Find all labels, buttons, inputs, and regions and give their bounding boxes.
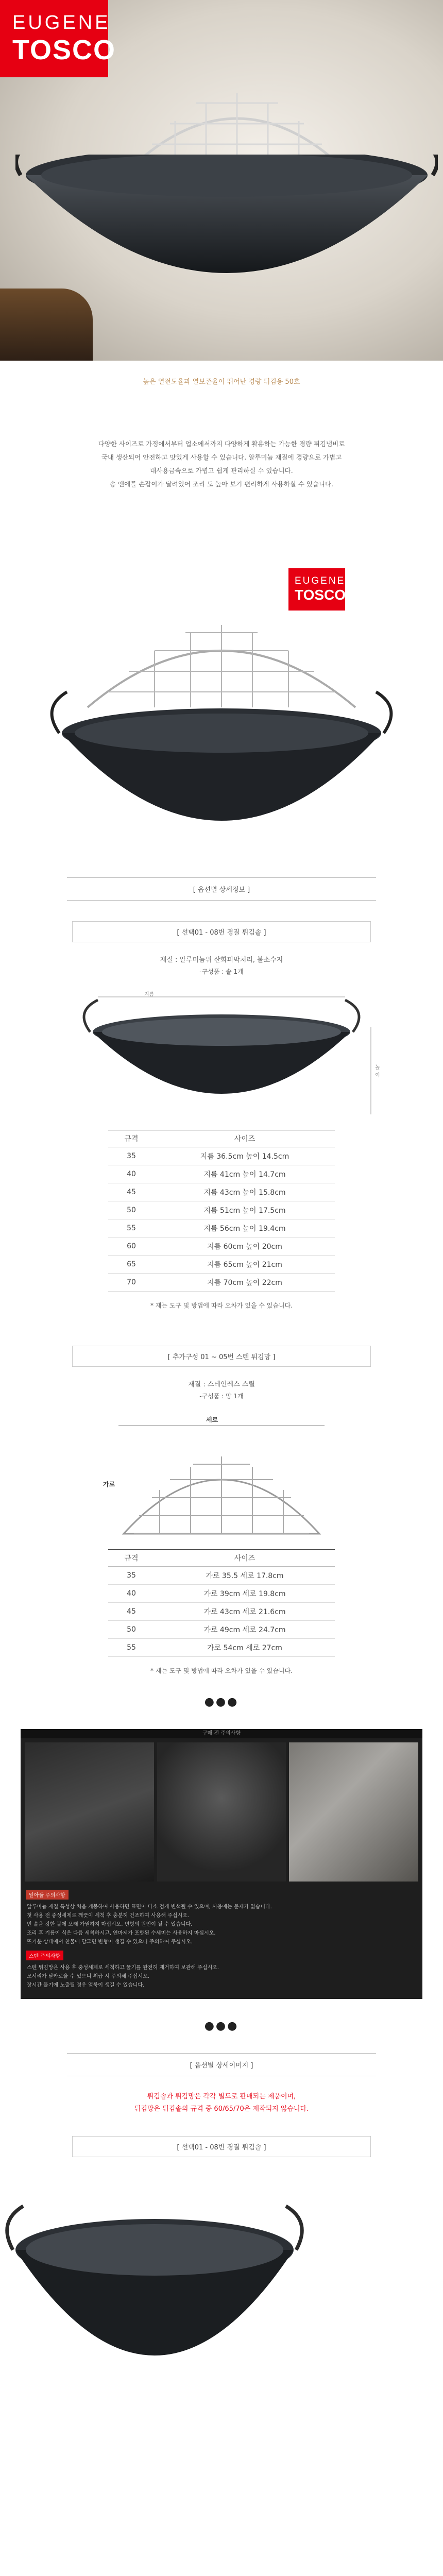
option-label: [ 선택01 - 08번 경질 튀김솥 ] (72, 921, 371, 942)
separate-sale-notice: 튀김솥과 튀김망은 각각 별도로 판매되는 제품이며, 튀김망은 튀김솥의 규격 중 60/65/70은 제작되지 않습니다. (134, 2093, 309, 2113)
material-info: 재질 : 스테인레스 스틸 -구성품 : 망 1개 (188, 1381, 255, 1400)
wok-illustration (15, 155, 438, 325)
table-row: 70 지름 70cm 높이 22cm (108, 1274, 335, 1292)
option-label: [ 추가구성 01 ~ 05번 스텐 튀김망 ] (72, 1346, 371, 1367)
table-row: 55 지름 56cm 높이 19.4cm (108, 1219, 335, 1238)
brand-logo: EUGENE TOSCO (0, 0, 108, 77)
rack-detail-photo (289, 1742, 418, 1882)
table-row: 50 지름 51cm 높이 17.5cm (108, 1201, 335, 1219)
table-row: 55 가로 54cm 세로 27cm (108, 1639, 335, 1657)
hero-image (0, 0, 443, 361)
intro-paragraph: 송 엔에를 손잡이가 달려있어 조리 도 높아 보기 편리하게 사용하실 수 있습니다. (109, 480, 334, 488)
option-label: [ 선택01 - 08번 경질 튀김솥 ] (72, 2136, 371, 2157)
section-divider: ●●● (204, 1696, 239, 1708)
wok-product-image (0, 2173, 309, 2441)
wok-with-rack-illustration (0, 537, 443, 877)
intro-text (0, 361, 443, 491)
rack-dimension-diagram (103, 1415, 325, 1544)
wok-size-table: 규격 사이즈 35 지름 36.5cm 높이 14.5cm 40 지름 41cm 높이 14.7cm 45 지름 43cm 높이 15.8cm 50 지름 51cm 높이 17.5cm 55 지름 56cm 높이 19.4cm 60 지름 60cm 높이 20cm 65 지름 65cm 높이 21cm 70 지름 70cm 높이 22cm (108, 1130, 335, 1292)
dimension-height-label: 높이 (375, 1065, 380, 1078)
table-row: 40 지름 41cm 높이 14.7cm (108, 1165, 335, 1183)
rack-height-label: 가로 (103, 1481, 115, 1488)
caution-bar: 구매 전 주의사항 (21, 1729, 422, 1738)
table-row: 45 지름 43cm 높이 15.8cm (108, 1183, 335, 1201)
table-row: 35 지름 36.5cm 높이 14.5cm (108, 1147, 335, 1165)
table-row: 65 지름 65cm 높이 21cm (108, 1256, 335, 1274)
measurement-note: * 재는 도구 및 방법에 따라 오차가 있을 수 있습니다. (150, 1302, 293, 1309)
brand-logo-small: EUGENE TOSCO (288, 568, 345, 611)
intro-paragraph: 다양한 사이즈로 가정에서부터 업소에서까지 다양하게 활용하는 가능한 경량 튀김냄비로 (98, 440, 345, 448)
rack-size-table: 규격 사이즈 35 가로 35.5 세로 17.8cm 40 가로 39cm 세로 19.8cm 45 가로 43cm 세로 21.6cm 50 가로 49cm 세로 24.7cm 55 가로 54cm 세로 27cm (108, 1549, 335, 1657)
use-caution-badge: 알아둘 주의사항 (26, 1890, 69, 1900)
caution-photos (21, 1738, 422, 1886)
wok-dimension-diagram (67, 986, 380, 1130)
measurement-note: * 재는 도구 및 방법에 따라 오차가 있을 수 있습니다. (150, 1667, 293, 1674)
wok-closeup-photo (25, 1742, 154, 1882)
rack-width-label: 세로 (206, 1416, 218, 1423)
steel-caution-badge: 스텐 주의사항 (26, 1951, 63, 1960)
section-title: [ 옵션별 상세이미지 ] (67, 2053, 376, 2076)
table-row: 50 가로 49cm 세로 24.7cm (108, 1621, 335, 1639)
product-image-with-rack (0, 537, 443, 877)
caution-section: 구매 전 주의사항 알아둘 주의사항 알루미늄 재질 특성상 처음 개봉하여 사용하면 표면이 다소 검게 변색될 수 있으며, 사용에는 문제가 없습니다. 첫 사용 전 중성세제로 깨끗이 세척 후 충분히 건조하여 사용해 주십시오. 빈 솥을 강한 불에 오래 가열하지 마십시오. 변형의 원인이 될 수 있습니다. 조리 후 기름이 식은 다음 세척하시고, 연마제가 포함된 수세미는 사용하지 마십시오. 뜨거운 상태에서 찬물에 담그면 변형이 생길 수 있으니 주의하여 주십시오. 스텐 주의사항 스텐 튀김망은 사용 후 중성세제로 세척하고 물기를 완전히 제거하여 보관해 주십시오. 모서리가 날카로울 수 있으니 취급 시 주의해 주십시오. 장시간 물기에 노출될 경우 얼룩이 생길 수 있습니다. (21, 1729, 422, 1999)
section-title: [ 옵션별 상세정보 ] (67, 877, 376, 901)
intro-tagline: 높은 열전도율과 열보존율이 뛰어난 경량 튀김용 50호 (143, 378, 300, 386)
intro-paragraph: 대사용금속으로 가볍고 쉽게 관리하실 수 있습니다. (150, 467, 293, 474)
section-divider: ●●● (204, 2020, 239, 2032)
material-info: 재질 : 알루미늄위 산화피막처리, 불소수지 -구성품 : 솥 1개 (160, 956, 283, 975)
wok-inside-photo (157, 1742, 286, 1882)
dimension-width-label: 지름 (144, 992, 155, 997)
table-row: 40 가로 39cm 세로 19.8cm (108, 1585, 335, 1603)
table-row: 35 가로 35.5 세로 17.8cm (108, 1567, 335, 1585)
intro-paragraph: 국내 생산되어 안전하고 맛있게 사용할 수 있습니다. 알루미늄 재질에 경량으로 가볍고 (101, 453, 342, 461)
table-row: 60 지름 60cm 높이 20cm (108, 1238, 335, 1256)
table-row: 45 가로 43cm 세로 21.6cm (108, 1603, 335, 1621)
